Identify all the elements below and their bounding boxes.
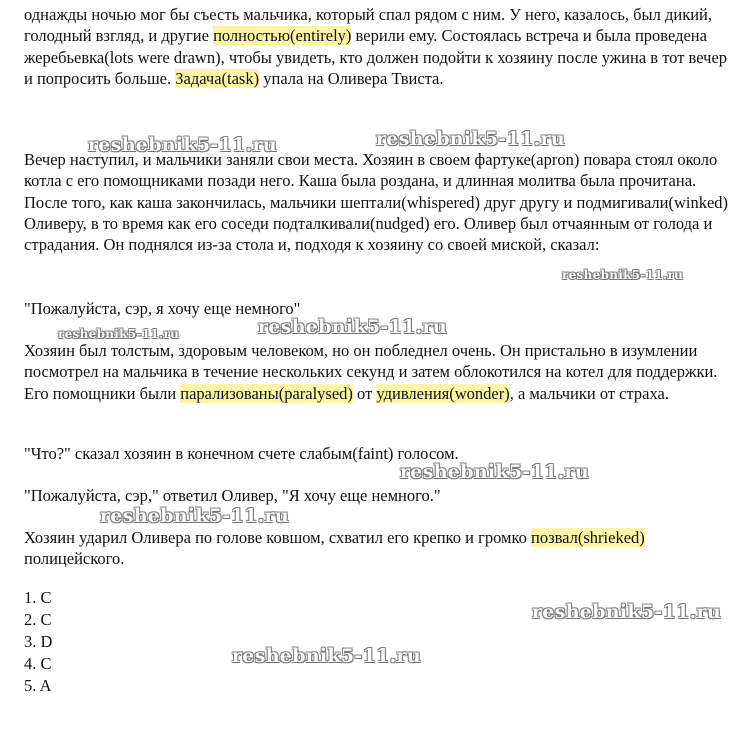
text-span: упала на Оливера Твиста. <box>259 68 444 88</box>
watermark: reshebnik5-11.ru <box>376 128 565 150</box>
watermark: reshebnik5-11.ru <box>88 134 277 156</box>
text-span: от <box>352 383 377 403</box>
highlight-wonder: удивления(wonder) <box>376 383 510 403</box>
highlight-entirely: полностью(entirely) <box>213 26 352 46</box>
text-span: Хозяин ударил Оливера по голове ковшом, схватил его крепко и громко <box>24 528 532 547</box>
highlight-paralysed: парализованы(paralysed) <box>180 383 353 403</box>
answer-5: 5. A <box>24 676 52 695</box>
watermark: reshebnik5-11.ru <box>258 316 447 338</box>
watermark: reshebnik5-11.ru <box>400 461 589 483</box>
paragraph-3: "Пожалуйста, сэр, я хочу еще немного" <box>24 299 301 318</box>
paragraph-4 <box>24 340 736 404</box>
text-span: , а мальчики от страха. <box>509 383 669 403</box>
paragraph-5: "Что?" сказал хозяин в конечном счете слабым(faint) голосом. <box>24 444 459 463</box>
paragraph-2: Вечер наступил, и мальчики заняли свои места. Хозяин в своем фартуке(apron) повара стоял около котла с его помощниками позади него. Каша была роздана, и длинная молитва была прочитана. После того, как каша закончилась, мальчики шептали(whispered) друг другу и подмигивали(winked) Оливеру, в то время как его соседи подталкивали(nudged) его. Оливер был отчаянным от голода и страдания. Он поднялся из-за стола и, подходя к хозяину со своей миской, сказал: <box>24 150 729 255</box>
watermark: reshebnik5-11.ru <box>100 505 289 527</box>
answer-3: 3. D <box>24 632 53 651</box>
watermark: reshebnik5-11.ru <box>232 645 421 667</box>
text-span: однажды ночью мог бы съесть мальчика, который спал рядом с ним. У него, казалось, был дикий, голодный взгляд, и другие <box>24 5 713 46</box>
text-span: верили ему. Состоялась встреча и была проведена жеребьевка(lots were drawn), чтобы увидеть, кто должен подойти к хозяину после ужина в тот вечер и попросить больше. <box>24 26 728 88</box>
highlight-task: Задача(task) <box>175 68 260 88</box>
answer-4: 4. C <box>24 654 52 673</box>
answer-1: 1. C <box>24 588 52 607</box>
answer-2: 2. C <box>24 610 52 629</box>
paragraph-7 <box>24 527 736 570</box>
highlight-shrieked: позвал(shrieked) <box>531 528 645 547</box>
watermark: reshebnik5-11.ru <box>532 601 721 623</box>
watermark: reshebnik5-11.ru <box>58 327 180 341</box>
watermark: reshebnik5-11.ru <box>562 268 684 282</box>
text-span: Хозяин был толстым, здоровым человеком, но он побледнел очень. Он пристально в изумлении посмотрел на мальчика в течение нескольких секунд и затем облокотился на котел для поддержки. Его помощники были <box>24 341 718 403</box>
paragraph-6: "Пожалуйста, сэр," ответил Оливер, "Я хочу еще немного." <box>24 486 441 505</box>
paragraph-1 <box>24 4 736 89</box>
text-span: полицейского. <box>24 549 125 569</box>
